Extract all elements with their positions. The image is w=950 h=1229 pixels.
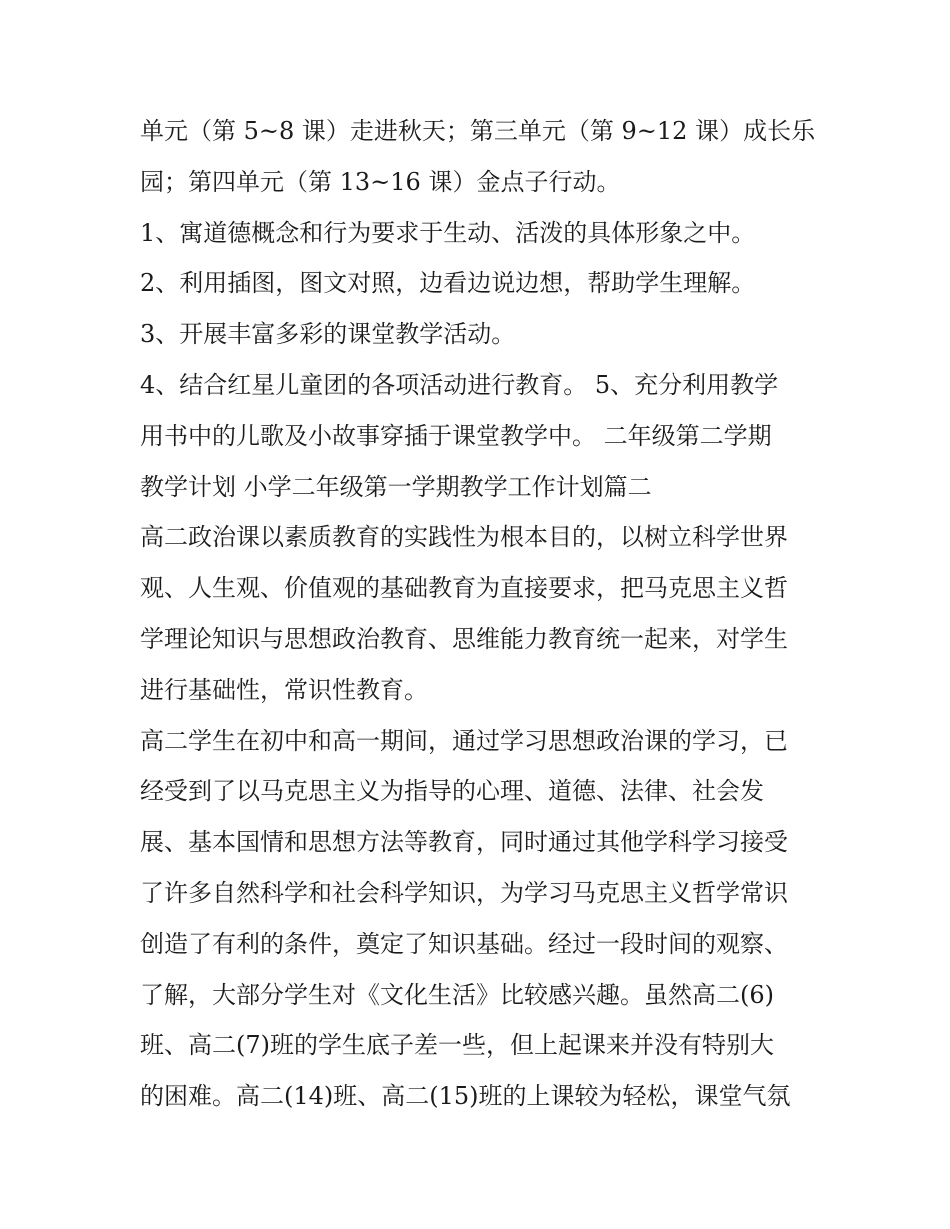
- text-line: 的困难。高二(14)班、高二(15)班的上课较为轻松，课堂气氛: [140, 1082, 791, 1111]
- document-body: [140, 106, 830, 1122]
- text-line: 了许多自然科学和社会科学知识，为学习马克思主义哲学常识: [140, 878, 788, 907]
- text-line: 3、开展丰富多彩的课堂教学活动。: [140, 320, 516, 349]
- text-line: 高二学生在初中和高一期间，通过学习思想政治课的学习，已: [140, 726, 788, 755]
- text-line: 高二政治课以素质教育的实践性为根本目的，以树立科学世界: [140, 523, 788, 552]
- text-line: 单元（第 5~8 课）走进秋天；第三单元（第 9~12 课）成长乐: [140, 117, 816, 145]
- text-line: 1、寓道德概念和行为要求于生动、活泼的具体形象之中。: [140, 218, 756, 247]
- text-line: 园；第四单元（第 13~16 课）金点子行动。: [140, 167, 621, 196]
- text-line: 进行基础性，常识性教育。: [140, 675, 428, 704]
- text-line: 学理论知识与思想政治教育、思维能力教育统一起来，对学生: [140, 624, 788, 653]
- text-line: 了解，大部分学生对《文化生活》比较感兴趣。虽然高二(6): [140, 980, 774, 1009]
- text-line: 观、人生观、价值观的基础教育为直接要求，把马克思主义哲: [140, 574, 788, 603]
- text-line: 教学计划 小学二年级第一学期教学工作计划篇二: [140, 472, 652, 501]
- text-line: 展、基本国情和思想方法等教育，同时通过其他学科学习接受: [140, 828, 788, 857]
- text-line: 2、利用插图，图文对照，边看边说边想，帮助学生理解。: [140, 269, 756, 298]
- text-line: 班、高二(7)班的学生底子差一些，但上起课来并没有特别大: [140, 1031, 774, 1060]
- text-line: 经受到了以马克思主义为指导的心理、道德、法律、社会发: [140, 777, 764, 806]
- text-line: 创造了有利的条件，奠定了知识基础。经过一段时间的观察、: [140, 929, 788, 958]
- text-line: 4、结合红星儿童团的各项活动进行教育。 5、充分利用教学: [140, 370, 779, 399]
- text-line: 用书中的儿歌及小故事穿插于课堂教学中。 二年级第二学期: [140, 421, 772, 450]
